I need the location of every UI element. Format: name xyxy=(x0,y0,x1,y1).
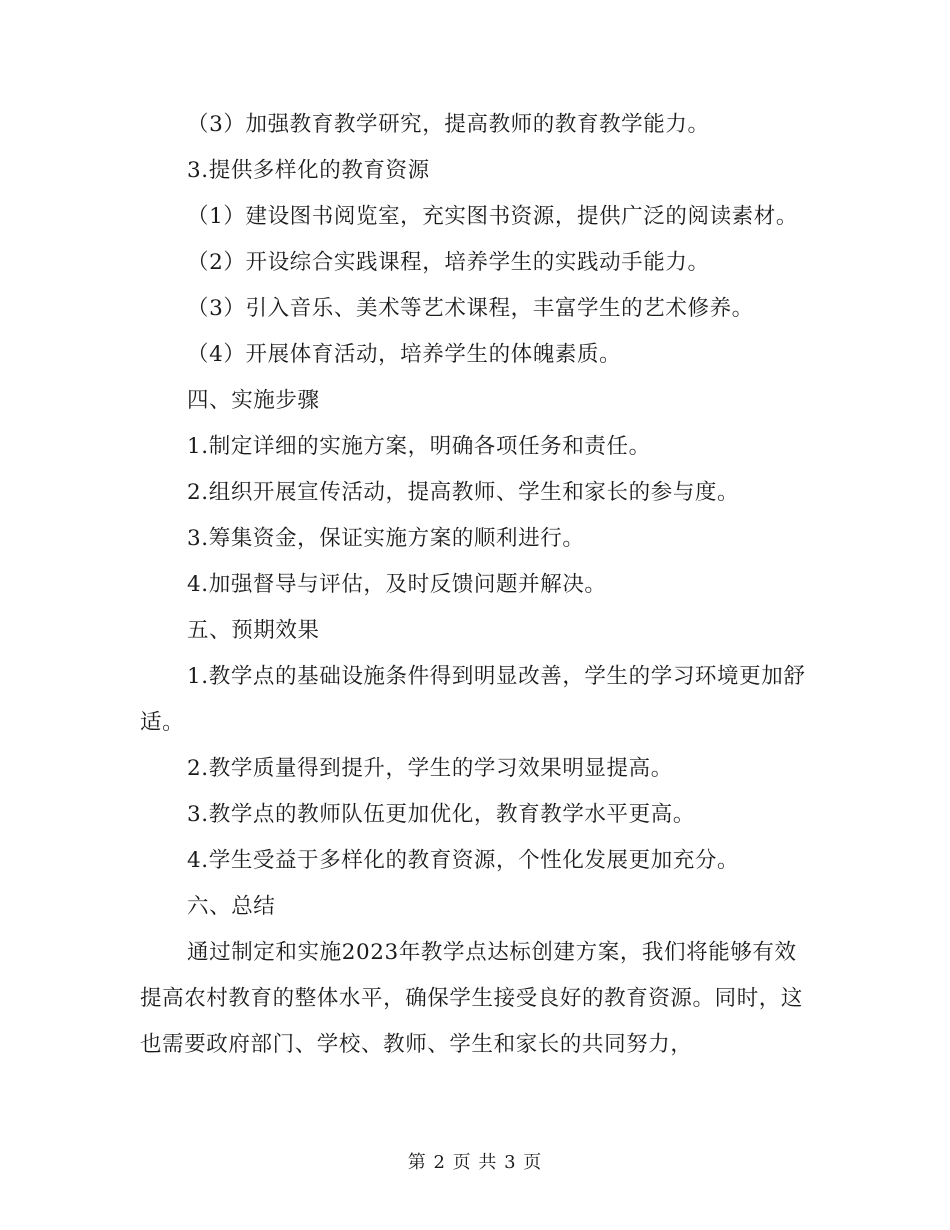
paragraph-art-course: （3）引入音乐、美术等艺术课程，丰富学生的艺术修养。 xyxy=(187,296,754,321)
paragraph-teacher-research: （3）加强教育教学研究，提高教师的教育教学能力。 xyxy=(187,112,710,137)
step-item-4: 4.加强督导与评估，及时反馈问题并解决。 xyxy=(187,572,607,597)
step-item-2: 2.组织开展宣传活动，提高教师、学生和家长的参与度。 xyxy=(187,480,740,505)
page-number-footer: 第 2 页 共 3 页 xyxy=(407,1152,543,1173)
section-heading-summary: 六、总结 xyxy=(187,894,276,919)
expected-item-2: 2.教学质量得到提升，学生的学习效果明显提高。 xyxy=(187,756,673,781)
expected-item-1: 1.教学点的基础设施条件得到明显改善，学生的学习环境更加舒适。 xyxy=(140,664,806,735)
expected-item-3: 3.教学点的教师队伍更加优化，教育教学水平更高。 xyxy=(187,802,695,827)
section-heading-expected: 五、预期效果 xyxy=(187,618,320,643)
summary-paragraph: 通过制定和实施2023年教学点达标创建方案，我们将能够有效提高农村教育的整体水平，确保学生接受良好的教育资源。同时，这也需要政府部门、学校、教师、学生和家长的共同努力， xyxy=(140,940,804,1057)
paragraph-practice-course: （2）开设综合实践课程，培养学生的实践动手能力。 xyxy=(187,250,710,275)
paragraph-sports: （4）开展体育活动，培养学生的体魄素质。 xyxy=(187,342,622,367)
step-item-3: 3.筹集资金，保证实施方案的顺利进行。 xyxy=(187,526,585,551)
heading-diverse-resources: 3.提供多样化的教育资源 xyxy=(187,158,430,183)
expected-item-4: 4.学生受益于多样化的教育资源，个性化发展更加充分。 xyxy=(187,848,740,873)
section-heading-steps: 四、实施步骤 xyxy=(187,388,320,413)
paragraph-reading-room: （1）建设图书阅览室，充实图书资源，提供广泛的阅读素材。 xyxy=(187,204,798,229)
document-body xyxy=(140,102,810,1068)
step-item-1: 1.制定详细的实施方案，明确各项任务和责任。 xyxy=(187,434,651,459)
